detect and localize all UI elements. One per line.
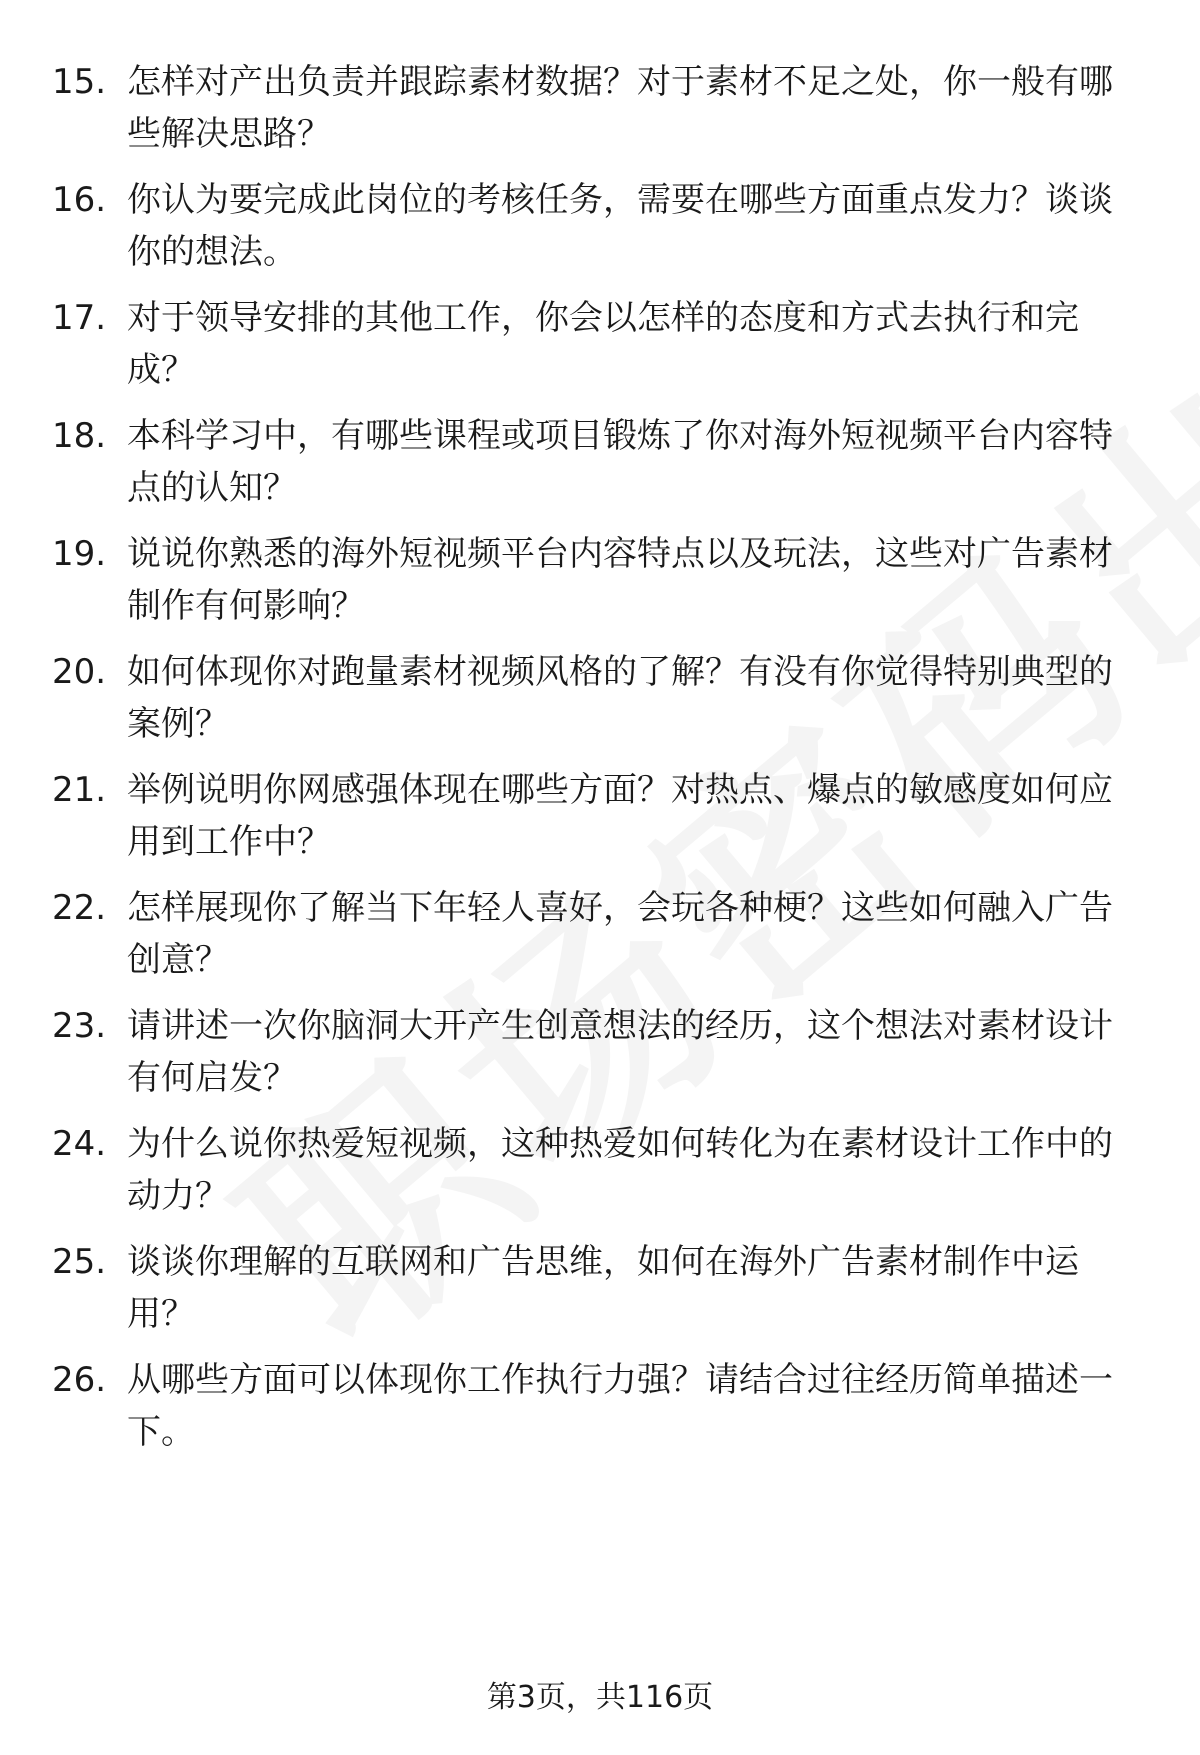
question-text: 你认为要完成此岗位的考核任务，需要在哪些方面重点发力？谈谈你的想法。 (127, 180, 1113, 272)
question-number: 24. (52, 1124, 107, 1164)
question-text: 本科学习中，有哪些课程或项目锻炼了你对海外短视频平台内容特点的认知？ (127, 416, 1113, 508)
question-number: 16. (52, 180, 107, 220)
question-text: 说说你熟悉的海外短视频平台内容特点以及玩法，这些对广告素材制作有何影响？ (127, 534, 1113, 626)
question-number: 25. (52, 1242, 107, 1282)
question-text: 怎样对产出负责并跟踪素材数据？对于素材不足之处，你一般有哪些解决思路？ (127, 62, 1113, 154)
question-number: 15. (52, 62, 107, 102)
question-text: 请讲述一次你脑洞大开产生创意想法的经历，这个想法对素材设计有何启发？ (127, 1006, 1113, 1098)
question-text: 举例说明你网感强体现在哪些方面？对热点、爆点的敏感度如何应用到工作中？ (127, 770, 1113, 862)
question-number: 17. (52, 298, 107, 338)
question-text: 如何体现你对跑量素材视频风格的了解？有没有你觉得特别典型的案例？ (127, 652, 1113, 744)
question-text: 对于领导安排的其他工作，你会以怎样的态度和方式去执行和完成？ (127, 298, 1079, 390)
question-text: 为什么说你热爱短视频，这种热爱如何转化为在素材设计工作中的动力？ (127, 1124, 1113, 1216)
question-number: 21. (52, 770, 107, 810)
question-number: 18. (52, 416, 107, 456)
question-number: 22. (52, 888, 107, 928)
question-text: 从哪些方面可以体现你工作执行力强？请结合过往经历简单描述一下。 (127, 1360, 1113, 1452)
question-number: 26. (52, 1360, 107, 1400)
question-number: 23. (52, 1006, 107, 1046)
question-text: 谈谈你理解的互联网和广告思维，如何在海外广告素材制作中运用？ (127, 1242, 1079, 1334)
question-text: 怎样展现你了解当下年轻人喜好，会玩各种梗？这些如何融入广告创意？ (127, 888, 1113, 980)
question-number: 19. (52, 534, 107, 574)
page-footer: 第3页，共116页 (486, 1680, 714, 1715)
question-number: 20. (52, 652, 107, 692)
